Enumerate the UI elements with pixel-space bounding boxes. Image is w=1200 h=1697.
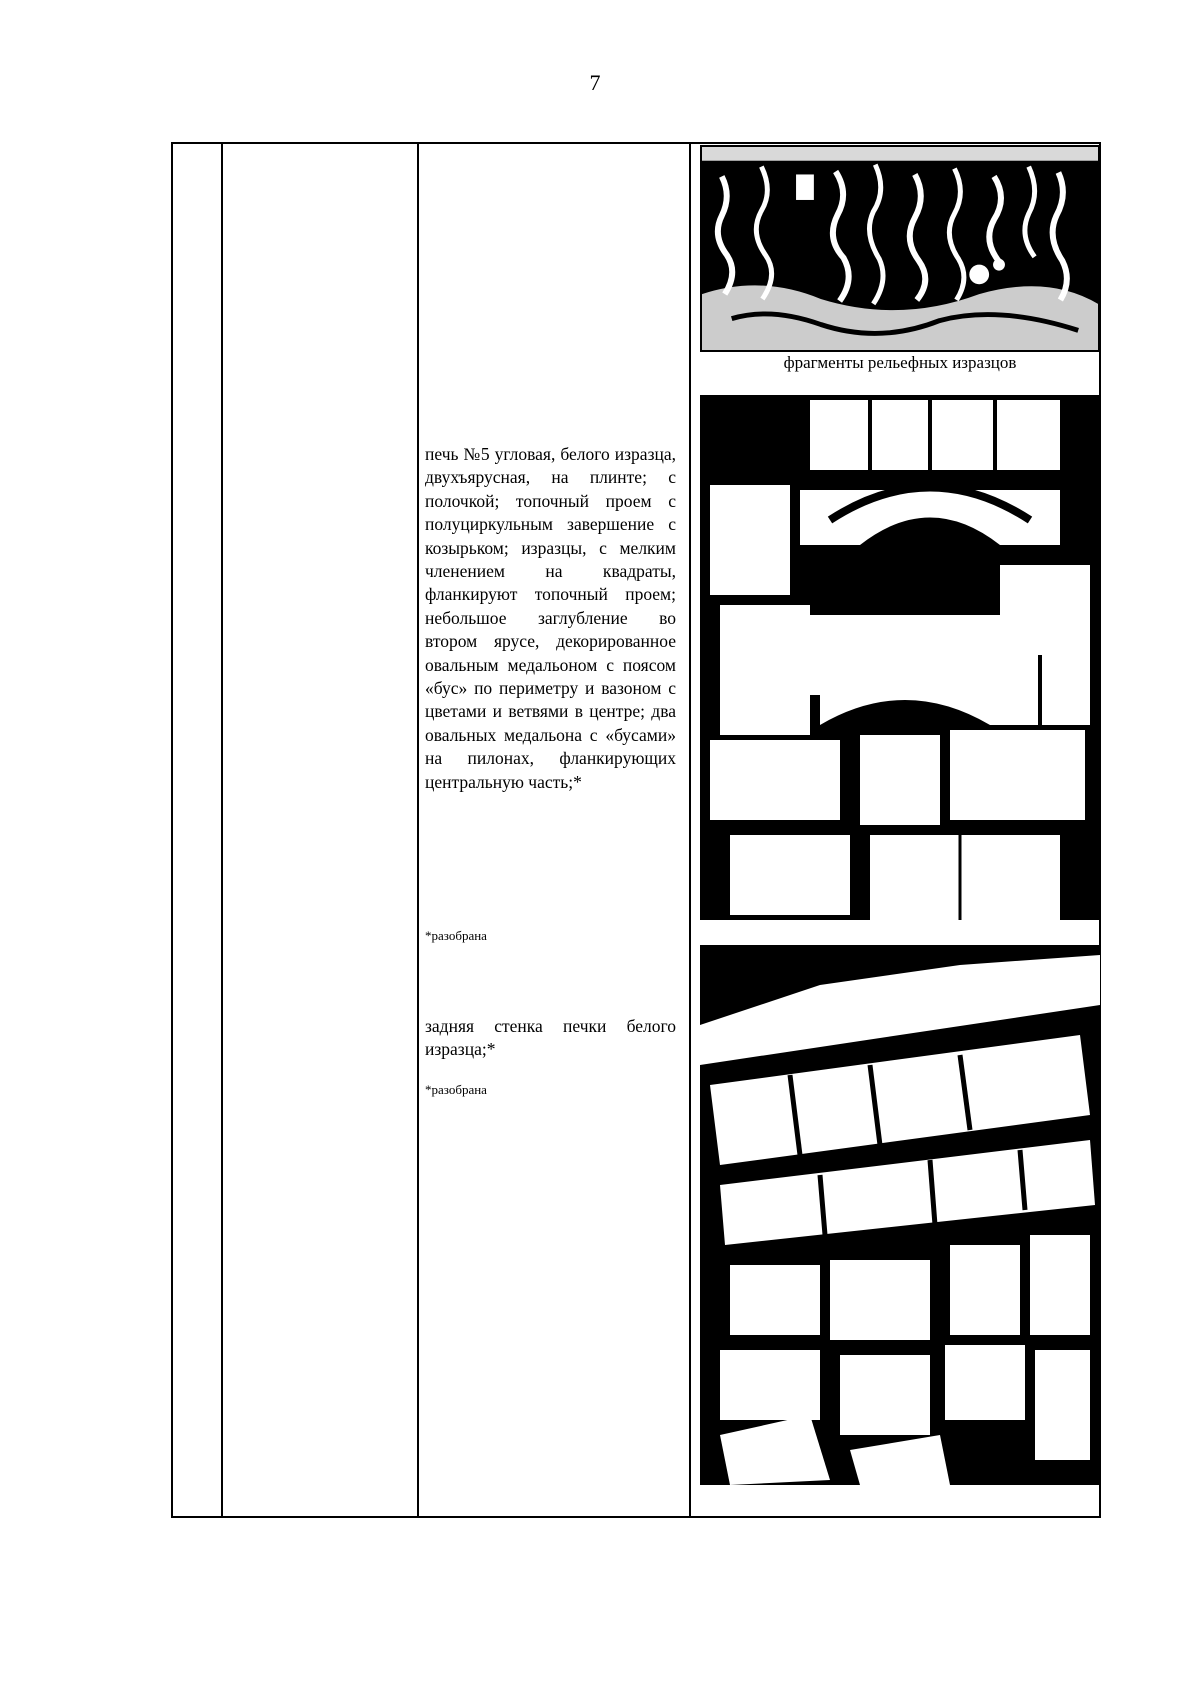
dismantled-note: *разобрана [425, 928, 487, 943]
photo-caption: фрагменты рельефных изразцов [783, 353, 1017, 372]
page-number: 7 [589, 70, 601, 95]
dismantled-note: *разобрана [425, 1082, 487, 1097]
column-divider [689, 144, 691, 1516]
description-text: печь №5 угловая, белого изразца, двухъярусная, на плинте; с полочкой; топочный проем с полуциркульным завершение с козырьком; изразцы, с мелким членением на квадраты, фланкируют топочный проем; небольшое заглубление во втором ярусе, декорированное овальным медальоном с поясом «бус» по периметру и вазоном с цветами и ветвями в центре; два овальных медальона с «бусами» на пилонах, фланкирующих центральную часть;* [425, 444, 676, 792]
stove-5-description [425, 443, 676, 794]
column-divider [417, 144, 419, 1516]
column-divider [221, 144, 223, 1516]
back-wall-description [425, 1015, 676, 1062]
description-text: задняя стенка печки белого изразца;* [425, 1016, 676, 1060]
relief-tiles-photo [700, 145, 1100, 352]
corner-stove-photo [700, 395, 1100, 920]
back-wall-photo [700, 945, 1100, 1485]
